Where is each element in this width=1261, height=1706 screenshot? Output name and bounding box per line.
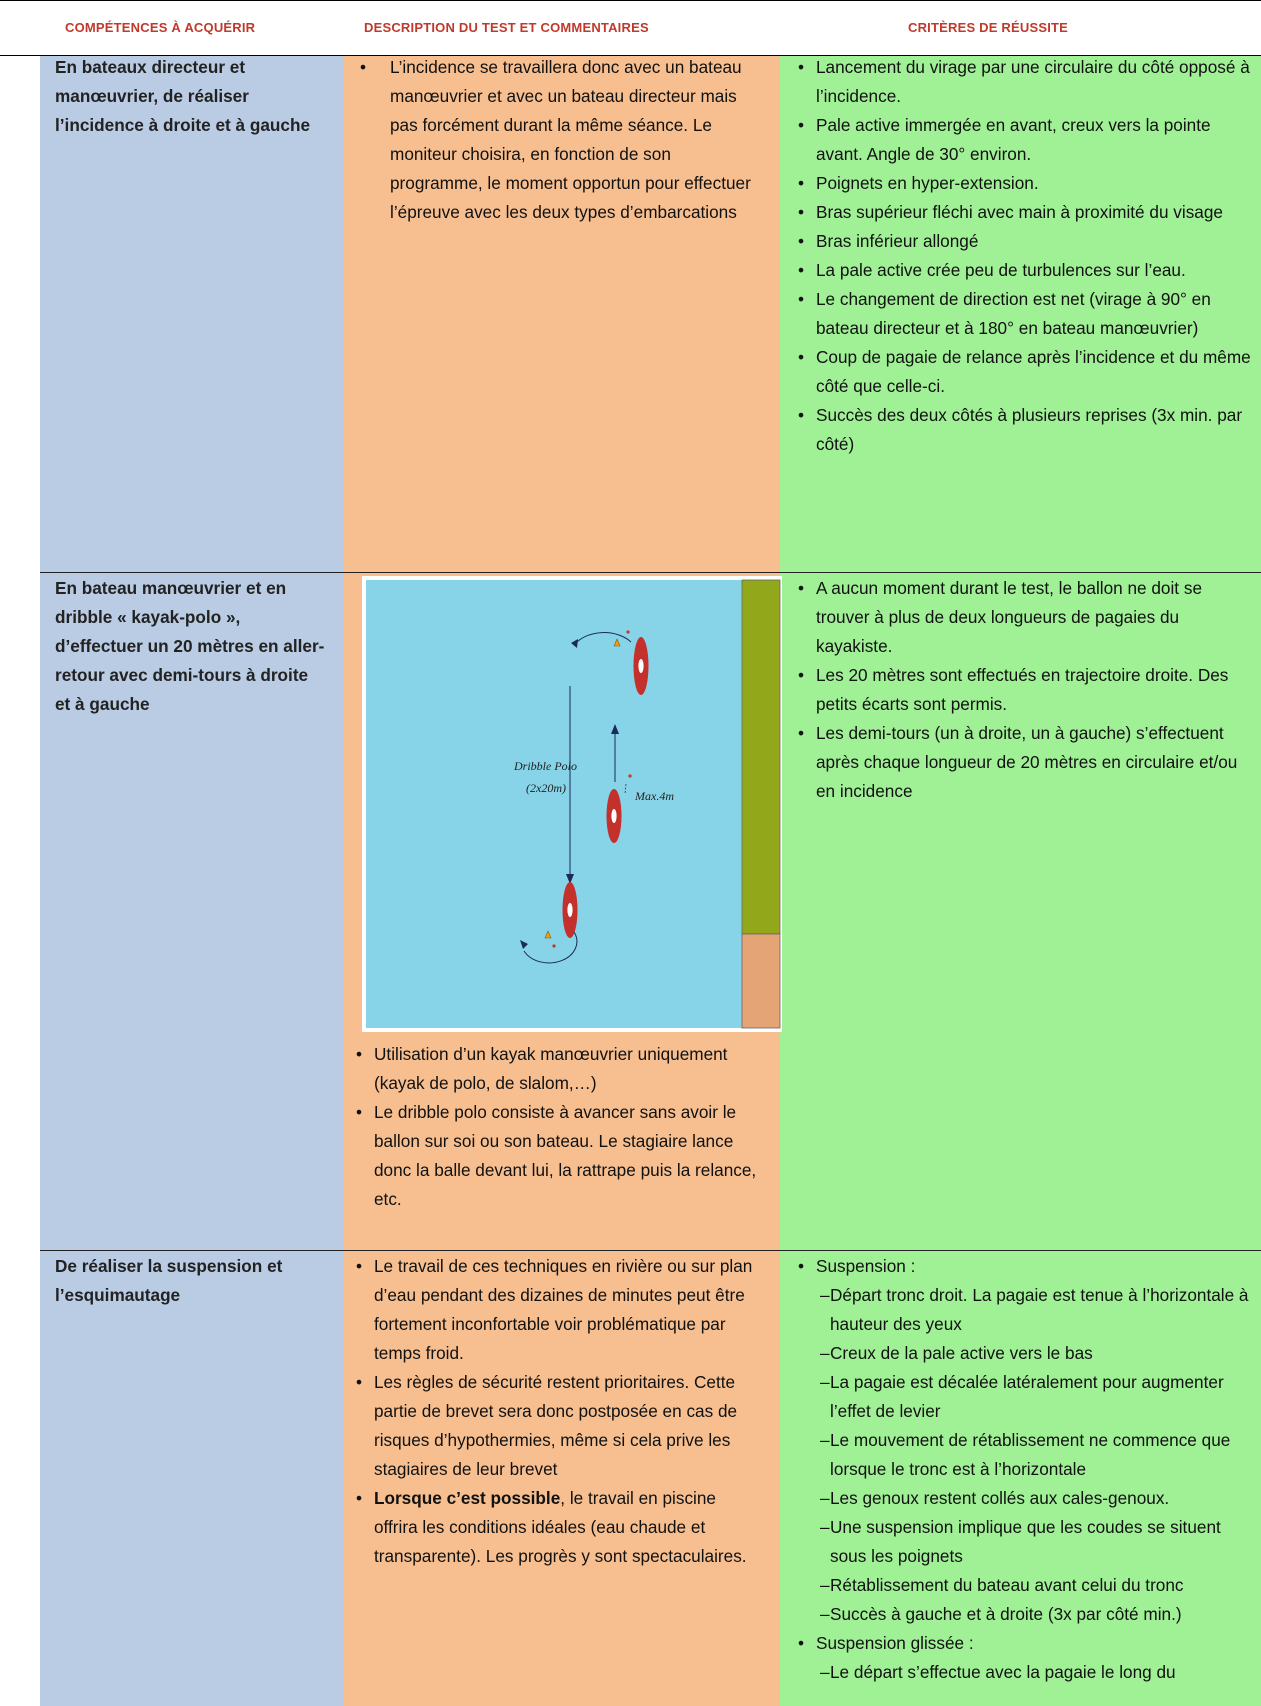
sub-list-item: – Les genoux restent collés aux cales-genoux.: [794, 1484, 1256, 1513]
list-item: • Coup de pagaie de relance après l’incidence et du même côté que celle-ci.: [794, 343, 1254, 401]
skill-dribble: En bateau manœuvrier et en dribble « kayak-polo », d’effectuer un 20 mètres en aller-retour avec demi-tours à droite et à gauche: [55, 578, 325, 714]
criteria-incidence: [794, 53, 1254, 459]
list-item: • Les demi-tours (un à droite, un à gauche) s’effectuent après chaque longueur de 20 mètres en circulaire et/ou en incidence: [794, 719, 1254, 806]
max-distance-label: Max.4m: [635, 789, 674, 803]
header-criteres: CRITÈRES DE RÉUSSITE: [908, 20, 1069, 35]
sub-list-item: – Rétablissement du bateau avant celui du tronc: [794, 1571, 1256, 1600]
list-item: • Succès des deux côtés à plusieurs reprises (3x min. par côté): [794, 401, 1254, 459]
list-item: [352, 1484, 762, 1571]
skill-suspension: De réaliser la suspension et l’esquimautage: [55, 1256, 283, 1305]
list-item: • Les règles de sécurité restent prioritaires. Cette partie de brevet sera donc postposée en cas de risques d’hypothermies, même si cela prive les stagiaires de leur brevet: [352, 1368, 762, 1484]
row-divider: [40, 572, 1261, 573]
list-item: • Lancement du virage par une circulaire du côté opposé à l’incidence.: [794, 53, 1254, 111]
skill-incidence: En bateaux directeur et manœuvrier, de réaliser l’incidence à droite et à gauche: [55, 57, 311, 135]
kayak-middle: [607, 789, 622, 843]
sub-list-item: – Une suspension implique que les coudes se situent sous les poignets: [794, 1513, 1256, 1571]
description-incidence: [356, 53, 761, 227]
bold-phrase: Lorsque c’est possible: [374, 1488, 561, 1508]
header-description: DESCRIPTION DU TEST ET COMMENTAIRES: [364, 20, 649, 35]
description-suspension: [352, 1252, 762, 1571]
ball-icon: [626, 630, 629, 633]
list-item: • A aucun moment durant le test, le ballon ne doit se trouver à plus de deux longueurs de pagaies du kayakiste.: [794, 574, 1254, 661]
sub-list-item: – La pagaie est décalée latéralement pour augmenter l’effet de levier: [794, 1368, 1256, 1426]
criteria-suspension: [794, 1252, 1256, 1687]
sub-list-item: – Le départ s’effectue avec la pagaie le long du: [794, 1658, 1256, 1687]
ball-icon: [628, 774, 631, 777]
table-header: [0, 0, 1261, 56]
list-item: • Le dribble polo consiste à avancer sans avoir le ballon sur soi ou son bateau. Le stagiaire lance donc la balle devant lui, la rattrape puis la relance, etc.: [352, 1098, 762, 1214]
dribble-diagram-svg: [362, 576, 782, 1032]
description-dribble: [352, 1040, 762, 1214]
list-item: • Le travail de ces techniques en rivière ou sur plan d’eau pendant des dizaines de minutes peut être fortement inconfortable voir problématique par temps froid.: [352, 1252, 762, 1368]
dribble-label-line2: (2x20m): [526, 781, 566, 795]
list-item: • Utilisation d’un kayak manœuvrier uniquement (kayak de polo, de slalom,…): [352, 1040, 762, 1098]
ball-icon: [552, 944, 555, 947]
list-item-text: , le travail en piscine offrira les conditions idéales (eau chaude et transparente). Les progrès y sont spectaculaires.: [374, 1488, 747, 1566]
sub-list-item: – Succès à gauche et à droite (3x par côté min.): [794, 1600, 1256, 1629]
list-item: • Poignets en hyper-extension.: [794, 169, 1254, 198]
list-item: • Les 20 mètres sont effectués en trajectoire droite. Des petits écarts sont permis.: [794, 661, 1254, 719]
water-area: [366, 580, 746, 1028]
kayak-bottom: [563, 882, 578, 938]
kayak-top: [634, 637, 649, 695]
list-item: • La pale active crée peu de turbulences sur l’eau.: [794, 256, 1254, 285]
sub-list-item: – Départ tronc droit. La pagaie est tenue à l’horizontale à hauteur des yeux: [794, 1281, 1256, 1339]
list-item: • L’incidence se travaillera donc avec un bateau manœuvrier et avec un bateau directeur mais pas forcément durant la même séance. Le moniteur choisira, en fonction de son programme, le moment opportun pour effectuer l’épreuve avec les deux types d’embarcations: [356, 53, 761, 227]
criteria-dribble: [794, 574, 1254, 806]
dribble-label-line1: Dribble Polo: [514, 759, 577, 773]
row-divider: [40, 1250, 1261, 1251]
list-item: • Suspension :: [794, 1252, 1256, 1281]
column-competences-bg: [40, 56, 343, 1706]
list-item: • Pale active immergée en avant, creux vers la pointe avant. Angle de 30° environ.: [794, 111, 1254, 169]
list-item: • Le changement de direction est net (virage à 90° en bateau directeur et à 180° en bateau manœuvrier): [794, 285, 1254, 343]
sub-list-item: – Creux de la pale active vers le bas: [794, 1339, 1256, 1368]
bank-green: [742, 580, 780, 934]
list-item: • Bras inférieur allongé: [794, 227, 1254, 256]
sub-list-item: – Le mouvement de rétablissement ne commence que lorsque le tronc est à l’horizontale: [794, 1426, 1256, 1484]
dribble-polo-diagram: [362, 576, 782, 1032]
header-competences: COMPÉTENCES À ACQUÉRIR: [65, 20, 256, 35]
bank-brown: [742, 934, 780, 1028]
list-item: • Suspension glissée :: [794, 1629, 1256, 1658]
list-item: • Bras supérieur fléchi avec main à proximité du visage: [794, 198, 1254, 227]
